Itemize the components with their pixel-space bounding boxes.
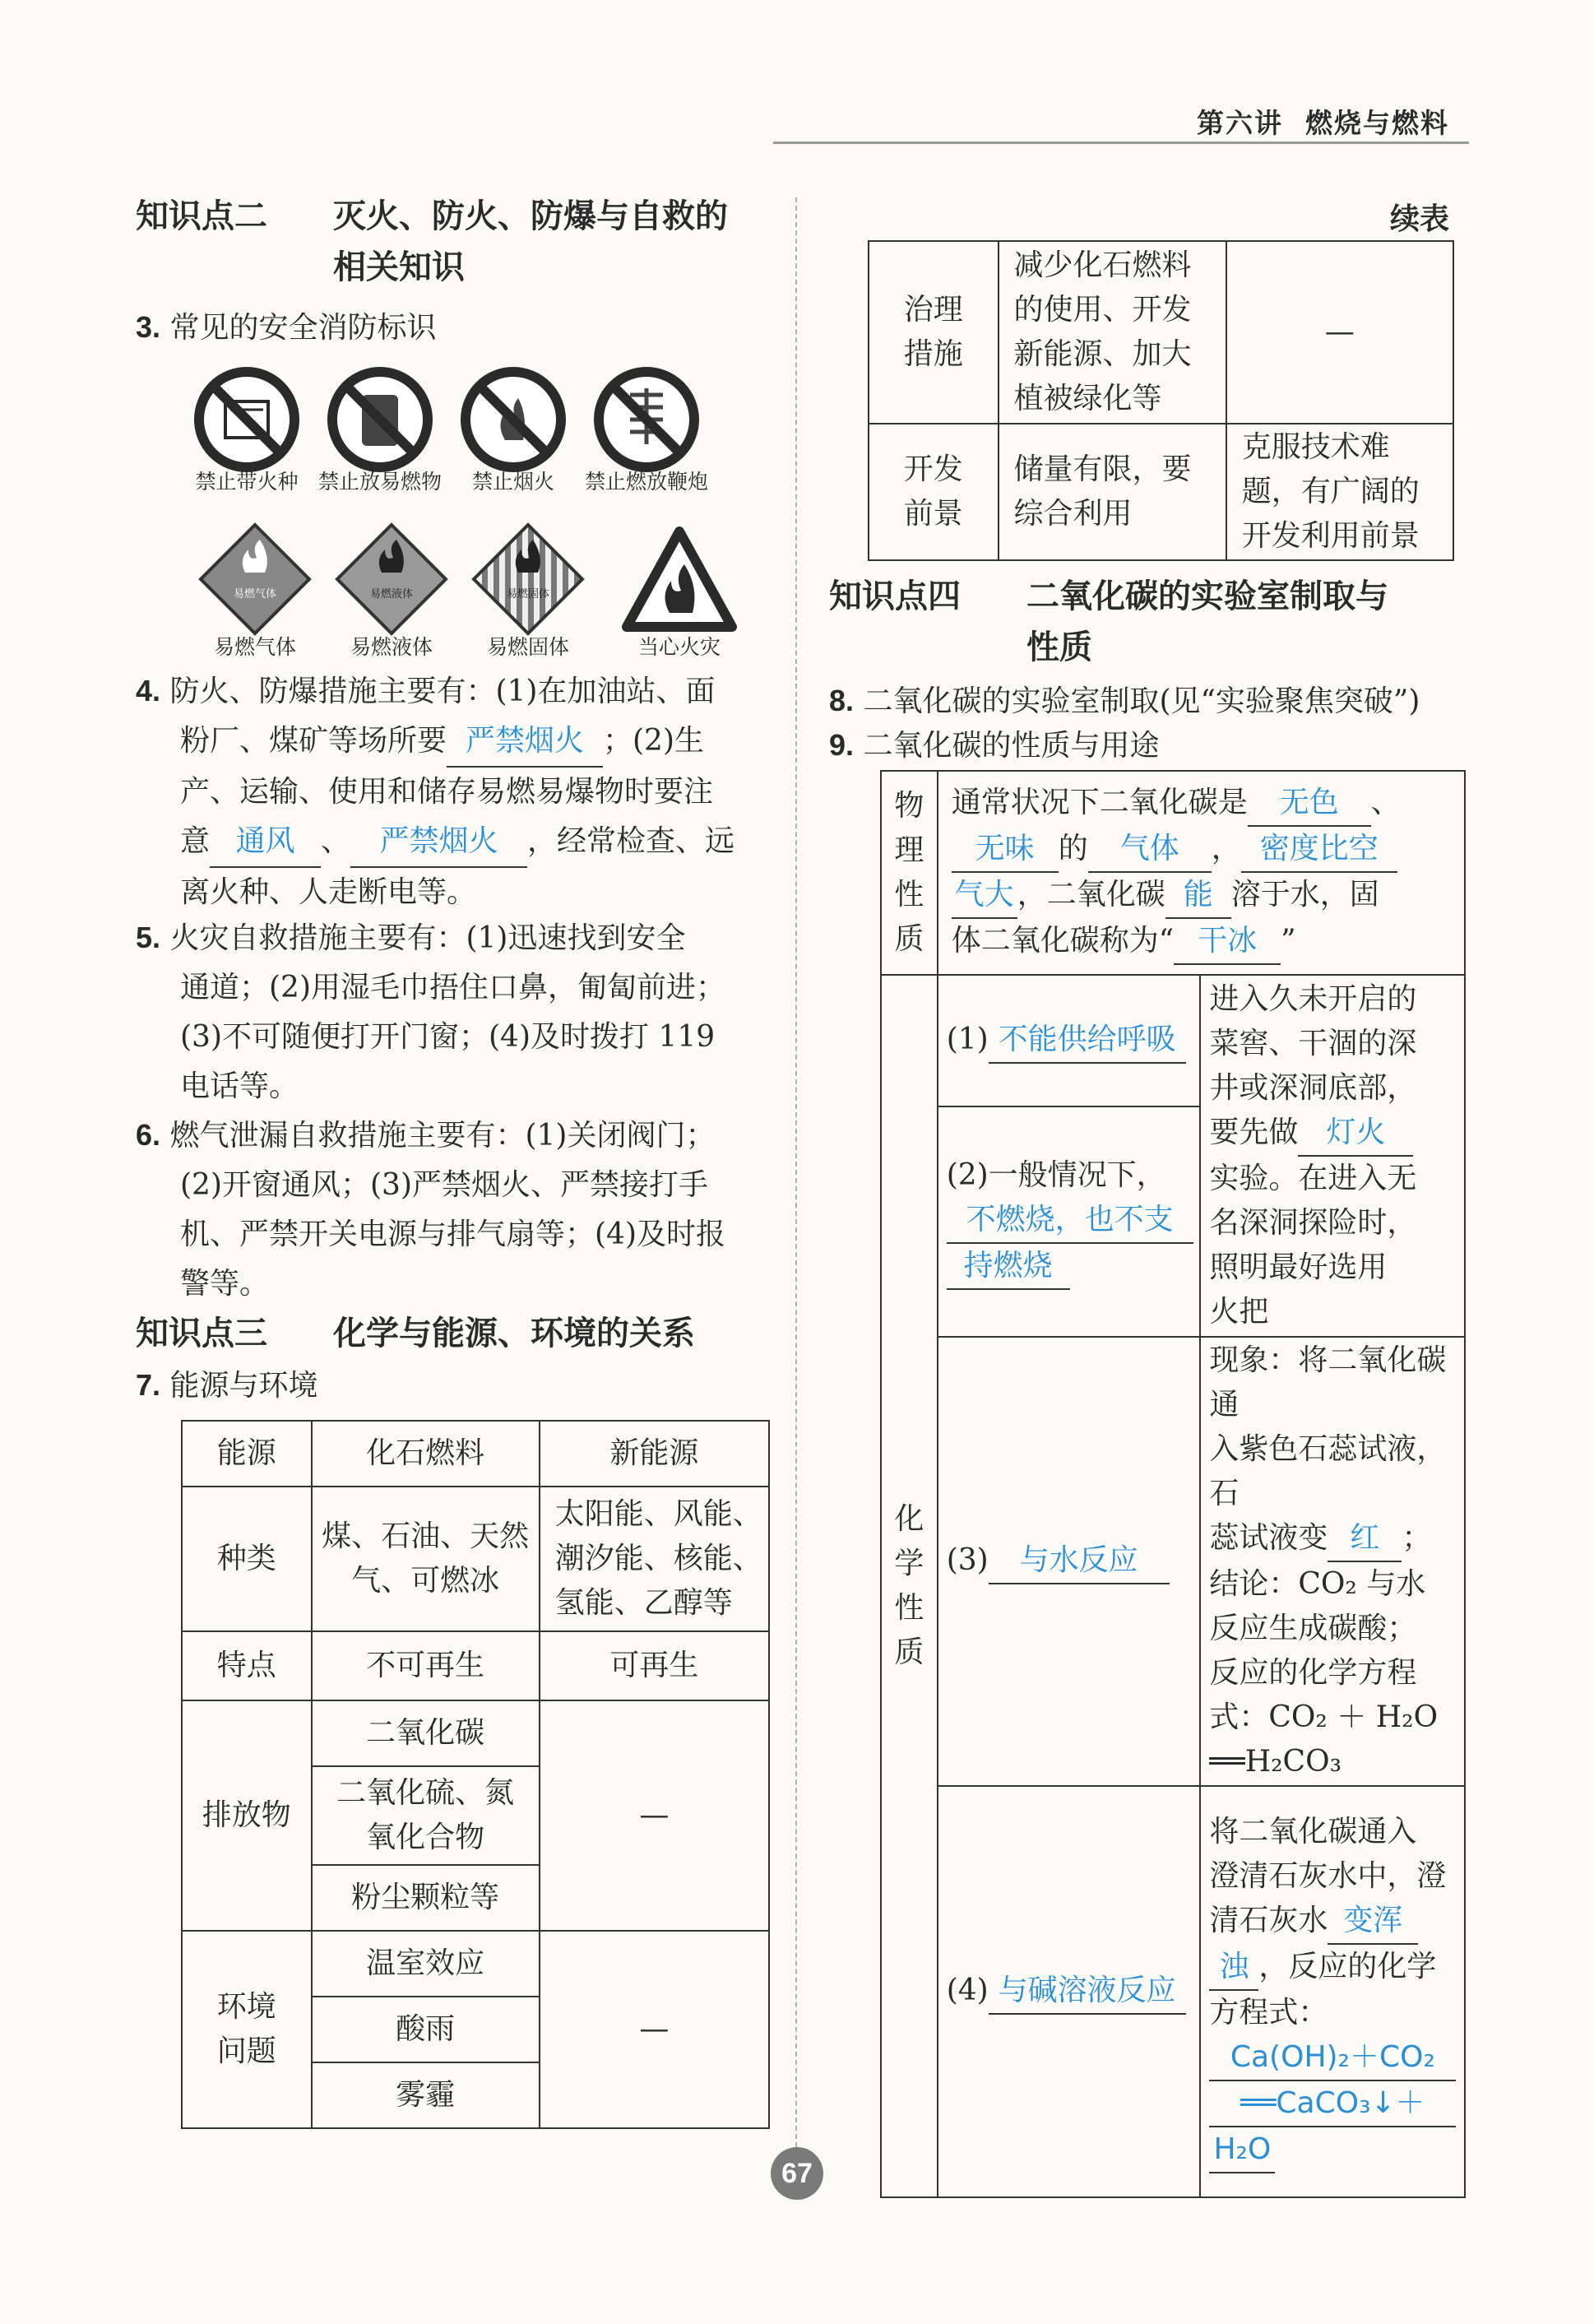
table-cell: 可再生: [540, 1631, 769, 1700]
table-cell: [999, 241, 1226, 424]
text-line: 机、严禁开关电源与排气扇等；(4)及时报: [180, 1218, 725, 1251]
text-line: 离火种、人走断电等。: [180, 875, 477, 909]
row-label: [869, 424, 999, 560]
cell-line: 反应生成碳酸；: [1209, 1612, 1417, 1645]
kp4-title-line1: 二氧化碳的实验室制取与: [1026, 578, 1388, 615]
sign-inner-text: 易燃固体: [506, 588, 550, 601]
answer-blank[interactable]: 密度比空: [1241, 827, 1397, 873]
cell-line: 综合利用: [1013, 497, 1133, 531]
running-header: [1197, 102, 1449, 141]
continued-label: 续表: [1390, 202, 1450, 236]
item-4: [136, 666, 777, 917]
chapter-title: 燃烧与燃料: [1305, 107, 1449, 139]
cell-line: 学: [894, 1547, 924, 1580]
text-line: 通道；(2)用湿毛巾捂住口鼻，匍匐前进；: [180, 971, 725, 1004]
cell-line: 克服技术难: [1241, 430, 1390, 464]
hazard-sign-3: [470, 522, 586, 640]
text-line: (3): [946, 1543, 989, 1577]
text-line: (3)不可随便打开门窗；(4)及时拨打 119: [180, 1020, 716, 1054]
kp3-label: 知识点三: [136, 1315, 267, 1352]
item-text: 常见的安全消防标识: [169, 311, 437, 345]
cell-line: 措施: [903, 337, 963, 371]
sign-caption: 禁止燃放鞭炮: [585, 470, 709, 494]
text-line: ，二氧化碳: [1017, 878, 1165, 912]
item-5: [136, 913, 777, 1111]
text-line: (2)开窗通风；(3)严禁烟火、严禁接打手: [180, 1168, 708, 1202]
section-heading-kp4: [829, 571, 1487, 673]
cell-line: 现象：将二氧化碳通: [1209, 1343, 1447, 1422]
physical-properties-cell: [938, 771, 1465, 975]
warning-sign: [622, 526, 737, 637]
cell-line: (2)一般情况下，: [946, 1158, 1166, 1192]
no-flammables-icon: [322, 362, 438, 477]
table-cell: 不可再生: [312, 1631, 540, 1700]
answer-blank[interactable]: 与水反应: [989, 1538, 1170, 1584]
item-8: [829, 676, 1420, 726]
row-label: [869, 241, 999, 424]
cell-line: 环境: [216, 1990, 276, 2024]
page-number: 67: [771, 2147, 823, 2200]
hazard-sign-1: [197, 522, 313, 640]
kp3-title: 化学与能源、环境的关系: [333, 1315, 695, 1352]
item-number: 4.: [136, 674, 161, 707]
cell-line: 澄清石灰水中，澄: [1209, 1859, 1447, 1893]
text-line: 、: [1370, 786, 1401, 819]
text-line: 蕊试液变: [1209, 1521, 1328, 1555]
table-cell: [312, 1487, 540, 1631]
kp4-label: 知识点四: [829, 578, 961, 615]
text-line: ，反应的化学: [1258, 1950, 1437, 1983]
sign-caption: 易燃固体: [486, 635, 569, 659]
answer-blank[interactable]: 无味: [952, 827, 1059, 873]
cell-line: 前景: [903, 497, 963, 531]
item-text: 二氧化碳的性质与用途: [863, 729, 1160, 763]
answer-blank[interactable]: 与碱溶液反应: [989, 1969, 1186, 2015]
prohibition-sign-3: [456, 362, 571, 480]
energy-table: [181, 1420, 770, 2129]
text-line: ，: [1211, 832, 1241, 865]
chapter-label: 第六讲: [1197, 107, 1284, 139]
sign-caption: 禁止放易燃物: [318, 470, 443, 494]
answer-blank[interactable]: 无色: [1248, 781, 1371, 827]
table-cell: 二氧化碳: [312, 1700, 540, 1766]
kp2-label: 知识点二: [136, 197, 267, 235]
answer-blank[interactable]: 红: [1328, 1516, 1402, 1562]
cell-line: 式：CO₂ ＋ H₂O: [1209, 1700, 1439, 1734]
item-3: [136, 303, 437, 353]
item-number: 5.: [136, 921, 161, 954]
flammable-liquid-icon: [334, 522, 449, 637]
text-line: 意: [180, 824, 211, 858]
answer-blank[interactable]: 不燃烧，也不支: [947, 1198, 1193, 1244]
no-matches-icon: [189, 362, 304, 477]
item-9: [829, 721, 1160, 771]
no-fireworks-icon: [589, 362, 704, 477]
table-cell: —: [540, 1700, 769, 1931]
table-cell: —: [540, 1931, 769, 2128]
cell-line: 减少化石燃料: [1013, 248, 1192, 282]
no-smoking-icon: [456, 362, 571, 477]
cell-line: 实验。在进入无: [1209, 1162, 1417, 1195]
section-heading-kp3: [136, 1308, 777, 1359]
table-cell: 雾霾: [312, 2062, 540, 2128]
item-7: [136, 1361, 318, 1411]
text-line: ，经常检查、远: [527, 824, 735, 858]
cell-line: 氢能、乙醇等: [554, 1586, 733, 1620]
row-label: 种类: [182, 1487, 312, 1631]
answer-blank[interactable]: 能: [1165, 873, 1231, 919]
item-number: 9.: [829, 728, 855, 762]
table-header: 化石燃料: [312, 1421, 540, 1487]
table-cell: 粉尘颗粒等: [312, 1865, 540, 1931]
sign-caption: 当心火灾: [637, 635, 721, 659]
chem-property-4: [938, 1786, 1201, 2197]
row-label: 排放物: [182, 1700, 312, 1931]
prohibition-sign-1: [189, 362, 304, 480]
table-header: 新能源: [540, 1421, 769, 1487]
table-cell: [312, 1766, 540, 1865]
text-line: 体二氧化碳称为“: [951, 924, 1175, 958]
cell-line: 入紫色石蕊试液，石: [1209, 1432, 1447, 1510]
text-line: 火灾自救措施主要有：(1)迅速找到安全: [169, 921, 686, 955]
cell-line: 名深洞探险时，: [1209, 1206, 1417, 1240]
cell-line: 进入久未开启的: [1209, 982, 1417, 1016]
prohibition-sign-4: [589, 362, 704, 480]
table-cell: [540, 1487, 769, 1631]
cell-line: 开发: [903, 452, 963, 486]
cell-line: 潮汐能、核能、: [554, 1542, 762, 1575]
cell-line: 开发利用前景: [1241, 519, 1420, 553]
answer-blank[interactable]: 气大: [952, 873, 1017, 919]
answer-blank[interactable]: 浊: [1209, 1945, 1258, 1991]
table-header: 能源: [182, 1421, 312, 1487]
text-line: ；(2)生: [603, 724, 705, 758]
kp2-title-line2: 相关知识: [333, 248, 465, 286]
cell-line: 治理: [903, 293, 963, 327]
cell-line: 质: [894, 922, 924, 956]
text-line: 燃气泄漏自救措施主要有：(1)关闭阀门；: [169, 1119, 716, 1153]
answer-blank[interactable]: 不能供给呼吸: [989, 1018, 1186, 1064]
table-cell: 温室效应: [312, 1931, 540, 1997]
hazard-sign-2: [334, 522, 449, 640]
answer-blank[interactable]: 通风: [210, 817, 321, 868]
item-number: 8.: [829, 684, 855, 717]
cell-line: 方程式：: [1209, 1996, 1328, 2029]
chem-property-1: [938, 975, 1201, 1106]
sign-inner-text: 易燃液体: [369, 588, 414, 601]
item-text: 二氧化碳的实验室制取(见“实验聚焦突破”): [863, 684, 1420, 718]
co2-properties-table: [880, 770, 1466, 2198]
flammable-gas-icon: [197, 522, 313, 637]
item-number: 6.: [136, 1118, 161, 1152]
header-rule: [773, 141, 1469, 144]
cell-line: 储量有限，要: [1013, 452, 1192, 486]
cell-line: 井或深洞底部，: [1209, 1071, 1417, 1105]
answer-blank[interactable]: H₂O: [1209, 2127, 1275, 2173]
kp4-title-line2: 性质: [1026, 629, 1092, 666]
item-number: 3.: [136, 310, 161, 344]
item-6: [136, 1111, 777, 1309]
sign-caption: 易燃液体: [350, 635, 433, 659]
row-label: 特点: [182, 1631, 312, 1700]
cell-line: 结论：CO₂ 与水: [1209, 1567, 1426, 1601]
table-cell: [1226, 424, 1453, 560]
cell-line: 菜窖、干涸的深: [1209, 1027, 1417, 1060]
cell-line: 照明最好选用: [1209, 1250, 1388, 1284]
text-line: 、: [321, 824, 351, 858]
answer-blank[interactable]: Ca(OH)₂＋CO₂: [1209, 2035, 1456, 2081]
table-cell: 酸雨: [312, 1997, 540, 2062]
answer-blank[interactable]: 持燃烧: [947, 1244, 1070, 1290]
flammable-solid-icon: [470, 522, 586, 637]
section-heading-kp2: [136, 191, 777, 293]
cell-line: 气、可燃冰: [351, 1564, 500, 1598]
cell-line: 二氧化硫、氮: [336, 1776, 515, 1810]
cell-line: 的使用、开发: [1013, 293, 1192, 327]
cell-line: 问题: [216, 2034, 276, 2068]
text-line: (4): [946, 1974, 989, 2007]
cell-line: 化: [894, 1502, 924, 1536]
sign-caption: 禁止烟火: [471, 470, 554, 494]
sign-caption: 禁止带火种: [195, 470, 299, 494]
continued-table: [868, 240, 1454, 561]
text-line: 电话等。: [180, 1069, 299, 1103]
answer-blank[interactable]: 变浑: [1328, 1899, 1418, 1945]
text-line: 溶于水，固: [1230, 878, 1379, 912]
cell-line: 火把: [1209, 1295, 1269, 1329]
text-line: 要先做: [1209, 1116, 1299, 1149]
cell-line: 物: [894, 789, 924, 823]
cell-line: ══H₂CO₃: [1209, 1745, 1342, 1779]
cell-line: 性: [894, 1591, 924, 1625]
cell-line: 反应的化学方程: [1209, 1656, 1417, 1690]
answer-blank[interactable]: 气体: [1088, 827, 1212, 873]
row-label-chemical: [881, 975, 938, 2197]
cell-line: 题，有广阔的: [1241, 475, 1420, 508]
text-line: (1): [946, 1023, 989, 1056]
cell-line: 太阳能、风能、: [554, 1497, 762, 1531]
cell-line: 理: [894, 833, 924, 867]
cell-line: 新能源、加大: [1013, 337, 1192, 371]
sign-inner-text: 易燃气体: [233, 588, 277, 601]
text-line: ”: [1281, 924, 1296, 958]
text-line: 通常状况下二氧化碳是: [951, 786, 1248, 819]
chem-use-4: [1200, 1786, 1465, 2197]
answer-blank[interactable]: ══CaCO₃↓＋: [1209, 2081, 1456, 2127]
table-cell: —: [1226, 241, 1453, 424]
chem-property-2: [938, 1106, 1201, 1337]
answer-blank[interactable]: 严禁烟火: [447, 717, 603, 768]
text-line: ；: [1402, 1521, 1432, 1555]
cell-line: 质: [894, 1635, 924, 1669]
chem-use-3: [1200, 1337, 1465, 1786]
row-label: [182, 1931, 312, 2128]
prohibition-sign-2: [322, 362, 438, 480]
cell-line: 将二氧化碳通入: [1209, 1815, 1417, 1849]
kp2-title-line1: 灭火、防火、防爆与自救的: [333, 197, 728, 235]
table-cell: [999, 424, 1226, 560]
text-line: 产、运输、使用和储存易燃易爆物时要注: [180, 775, 714, 809]
item-number: 7.: [136, 1368, 161, 1402]
chem-use-1-2: [1200, 975, 1465, 1337]
cell-line: 氧化合物: [366, 1821, 485, 1854]
answer-blank[interactable]: 严禁烟火: [350, 817, 527, 868]
chem-property-3: [938, 1337, 1201, 1786]
text-line: 防火、防爆措施主要有：(1)在加油站、面: [169, 675, 716, 708]
text-line: 警等。: [180, 1267, 270, 1301]
answer-blank[interactable]: 灯火: [1298, 1111, 1413, 1157]
cell-line: 性: [894, 878, 924, 912]
cell-line: 煤、石油、天然: [322, 1519, 530, 1553]
text-line: 清石灰水: [1209, 1904, 1328, 1937]
text-line: 的: [1058, 832, 1088, 865]
row-label-physical: [881, 771, 938, 975]
item-text: 能源与环境: [169, 1369, 318, 1403]
text-line: 粉厂、煤矿等场所要: [180, 724, 447, 758]
sign-caption: 易燃气体: [213, 635, 296, 659]
answer-blank[interactable]: 干冰: [1174, 919, 1281, 965]
column-divider: [795, 197, 797, 2147]
fire-warning-icon: [622, 526, 737, 633]
cell-line: 植被绿化等: [1013, 382, 1162, 415]
